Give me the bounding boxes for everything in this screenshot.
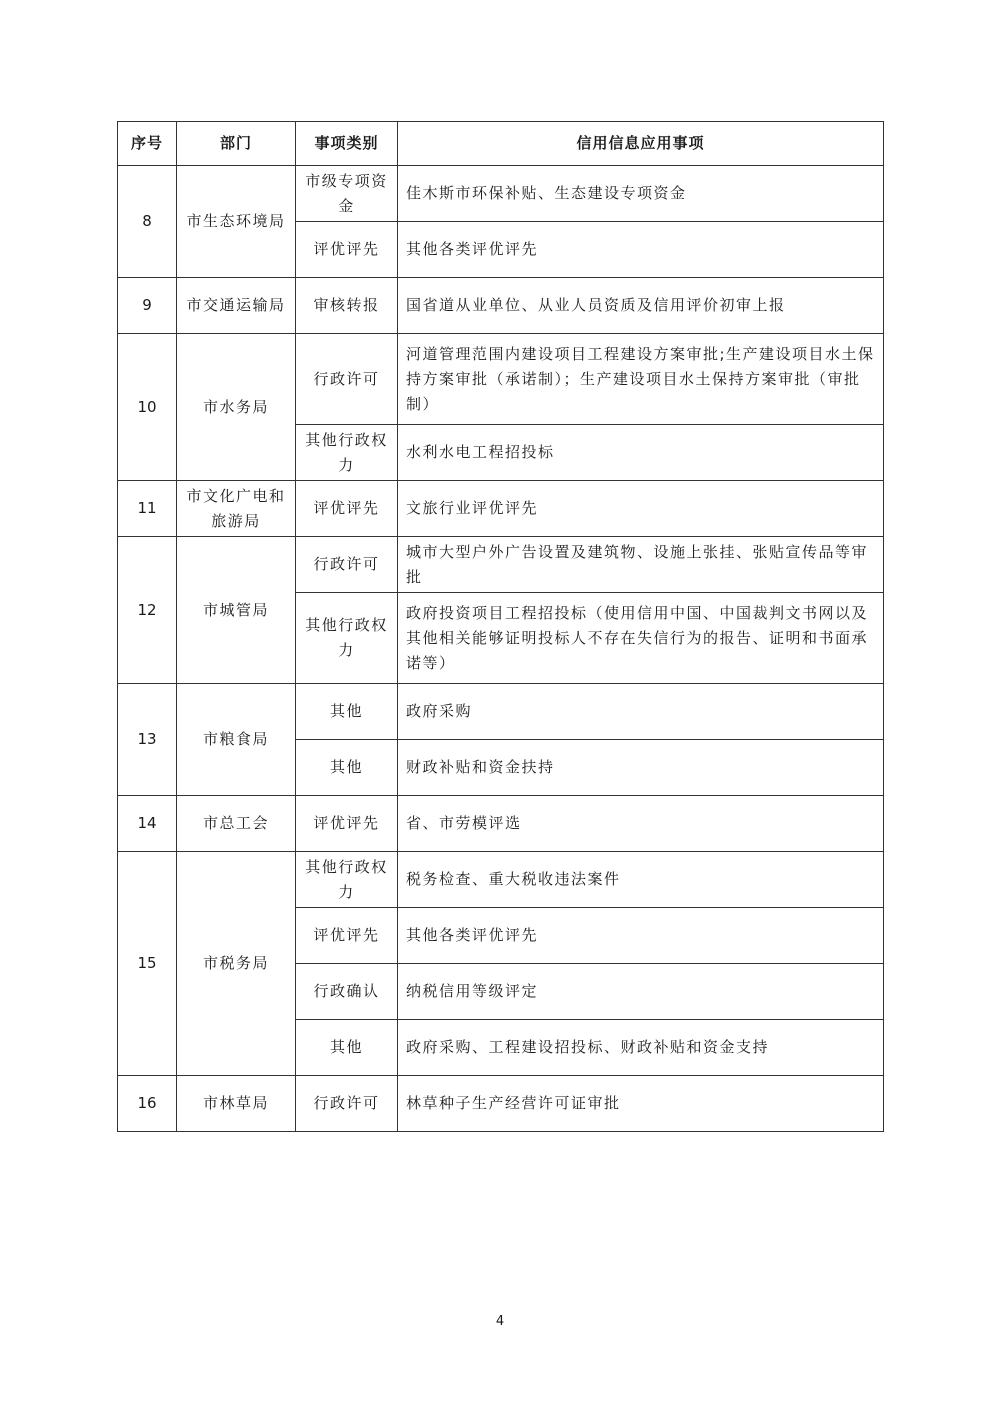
application-item-cell: 其他各类评优评先 — [398, 222, 884, 278]
table-row — [118, 278, 884, 334]
application-item-cell: 文旅行业评优评先 — [398, 481, 884, 537]
application-item-cell: 政府采购 — [398, 684, 884, 740]
category-cell: 评优评先 — [296, 481, 398, 537]
department-cell: 市城管局 — [177, 537, 296, 684]
credit-info-application-table — [117, 121, 884, 1132]
application-item-cell: 其他各类评优评先 — [398, 908, 884, 964]
category-cell: 其他行政权力 — [296, 425, 398, 481]
seq-cell: 14 — [118, 796, 177, 852]
application-item-cell: 政府投资项目工程招投标（使用信用中国、中国裁判文书网以及其他相关能够证明投标人不存在失信行为的报告、证明和书面承诺等） — [398, 593, 884, 684]
application-item-cell: 纳税信用等级评定 — [398, 964, 884, 1020]
seq-cell: 15 — [118, 852, 177, 1076]
application-item-cell: 林草种子生产经营许可证审批 — [398, 1076, 884, 1132]
department-cell: 市粮食局 — [177, 684, 296, 796]
department-cell: 市林草局 — [177, 1076, 296, 1132]
category-cell: 审核转报 — [296, 278, 398, 334]
application-item-cell: 河道管理范围内建设项目工程建设方案审批;生产建设项目水土保持方案审批（承诺制）；生产建设项目水土保持方案审批（审批制） — [398, 334, 884, 425]
category-cell: 其他行政权力 — [296, 593, 398, 684]
seq-cell: 13 — [118, 684, 177, 796]
table-row — [118, 684, 884, 740]
application-item-cell: 水利水电工程招投标 — [398, 425, 884, 481]
table-row — [118, 796, 884, 852]
category-cell: 市级专项资金 — [296, 166, 398, 222]
seq-cell: 10 — [118, 334, 177, 481]
category-cell: 其他 — [296, 684, 398, 740]
category-cell: 其他行政权力 — [296, 852, 398, 908]
category-cell: 行政确认 — [296, 964, 398, 1020]
seq-cell: 12 — [118, 537, 177, 684]
application-item-cell: 税务检查、重大税收违法案件 — [398, 852, 884, 908]
header-department: 部门 — [177, 122, 296, 166]
application-item-cell: 城市大型户外广告设置及建筑物、设施上张挂、张贴宣传品等审批 — [398, 537, 884, 593]
department-cell: 市生态环境局 — [177, 166, 296, 278]
header-application-item: 信用信息应用事项 — [398, 122, 884, 166]
table-header-row — [118, 122, 884, 166]
application-item-cell: 国省道从业单位、从业人员资质及信用评价初审上报 — [398, 278, 884, 334]
application-item-cell: 财政补贴和资金扶持 — [398, 740, 884, 796]
header-category: 事项类别 — [296, 122, 398, 166]
table-row — [118, 481, 884, 537]
header-seq: 序号 — [118, 122, 177, 166]
department-cell: 市总工会 — [177, 796, 296, 852]
table-row — [118, 537, 884, 593]
department-cell: 市水务局 — [177, 334, 296, 481]
application-item-cell: 省、市劳模评选 — [398, 796, 884, 852]
page-number: 4 — [495, 1314, 505, 1329]
category-cell: 评优评先 — [296, 222, 398, 278]
table-row — [118, 852, 884, 908]
category-cell: 评优评先 — [296, 908, 398, 964]
department-cell: 市交通运输局 — [177, 278, 296, 334]
department-cell: 市文化广电和旅游局 — [177, 481, 296, 537]
category-cell: 行政许可 — [296, 334, 398, 425]
seq-cell: 11 — [118, 481, 177, 537]
category-cell: 其他 — [296, 1020, 398, 1076]
table-body — [118, 166, 884, 1132]
category-cell: 行政许可 — [296, 537, 398, 593]
department-cell: 市税务局 — [177, 852, 296, 1076]
seq-cell: 9 — [118, 278, 177, 334]
seq-cell: 8 — [118, 166, 177, 278]
application-item-cell: 佳木斯市环保补贴、生态建设专项资金 — [398, 166, 884, 222]
table-row — [118, 334, 884, 425]
table-row — [118, 166, 884, 222]
category-cell: 评优评先 — [296, 796, 398, 852]
seq-cell: 16 — [118, 1076, 177, 1132]
application-item-cell: 政府采购、工程建设招投标、财政补贴和资金支持 — [398, 1020, 884, 1076]
table-row — [118, 1076, 884, 1132]
category-cell: 其他 — [296, 740, 398, 796]
category-cell: 行政许可 — [296, 1076, 398, 1132]
